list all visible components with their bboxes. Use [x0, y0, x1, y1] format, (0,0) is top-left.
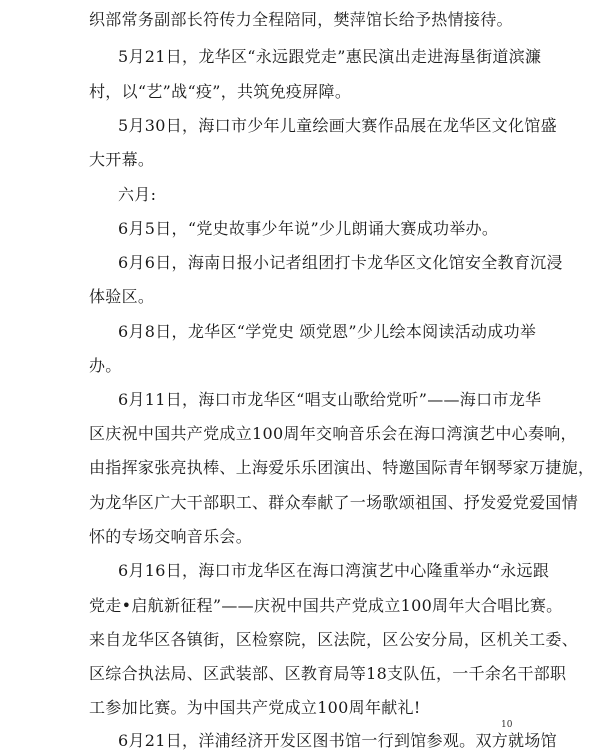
- text-line: 村，以“艺”战“疫”，共筑免疫屏障。: [89, 82, 352, 101]
- text-line: 区综合执法局、区武装部、区教育局等18支队伍，一千余名干部职: [89, 664, 567, 683]
- text-line: 党走•启航新征程”——庆祝中国共产党成立100周年大合唱比赛。: [89, 596, 563, 615]
- text-line: 大开幕。: [89, 150, 155, 169]
- text-line: 5月21日，龙华区“永远跟党走”惠民演出走进海垦街道滨濂: [118, 47, 542, 66]
- text-line: 来自龙华区各镇街，区检察院，区法院，区公安分局，区机关工委、: [89, 630, 579, 649]
- text-line: 6月8日，龙华区“学党史 颂党恩”少儿绘本阅读活动成功举: [118, 322, 537, 341]
- text-line: 6月11日，海口市龙华区“唱支山歌给党听”——海口市龙华: [118, 390, 542, 409]
- page-number: 10: [501, 720, 513, 730]
- text-line: 工参加比赛。为中国共产党成立100周年献礼!: [89, 698, 421, 717]
- text-line: 办。: [89, 356, 122, 375]
- text-line: 6月16日，海口市龙华区在海口湾演艺中心隆重举办“永远跟: [118, 561, 550, 580]
- text-line: 由指挥家张亮执棒、上海爱乐乐团演出、特邀国际青年钢琴家万捷旎，: [89, 458, 595, 477]
- text-line: 为龙华区广大干部职工、群众奉献了一场歌颂祖国、抒发爱党爱国情: [89, 493, 579, 512]
- text-line: 体验区。: [89, 287, 155, 306]
- text-line: 6月5日，“党史故事少年说”少儿朗诵大赛成功举办。: [118, 219, 499, 238]
- text-line: 6月6日，海南日报小记者组团打卡龙华区文化馆安全教育沉浸: [118, 253, 563, 272]
- text-line: 怀的专场交响音乐会。: [89, 527, 253, 546]
- text-line: 织部常务副部长符传力全程陪同，樊萍馆长给予热情接待。: [89, 10, 513, 29]
- text-line: 6月21日，洋浦经济开发区图书馆一行到馆参观。双方就场馆: [118, 731, 557, 750]
- section-heading: 六月:: [118, 185, 157, 204]
- text-line: 区庆祝中国共产党成立100周年交响音乐会在海口湾演艺中心奏响，: [89, 424, 577, 443]
- text-line: 5月30日，海口市少年儿童绘画大赛作品展在龙华区文化馆盛: [118, 116, 557, 135]
